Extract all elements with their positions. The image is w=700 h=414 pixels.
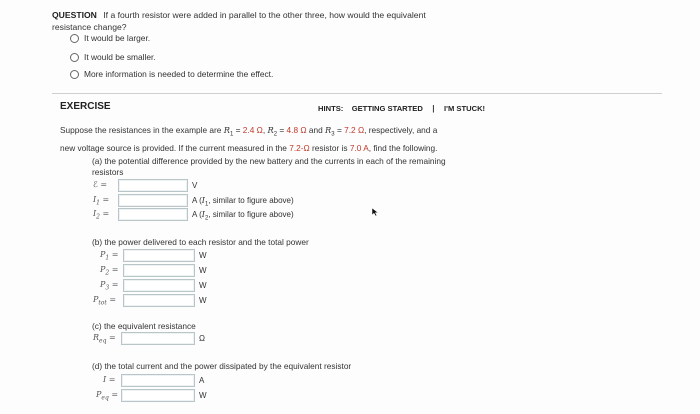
option-radio-smaller[interactable] [70, 53, 79, 62]
question-text-line1: If a fourth resistor were added in parallel to the other three, how would the equivalent [103, 10, 426, 20]
emf-label: ℰ = [93, 180, 108, 189]
p2-input[interactable] [123, 264, 195, 277]
i2-unit: A ($I_2$, similar to figure above) [192, 210, 294, 222]
part-a-prompt-line2: resistors [92, 167, 124, 177]
p3-unit: W [199, 281, 207, 290]
hint-getting-started-link[interactable]: GETTING STARTED [351, 104, 423, 113]
option-radio-more-info[interactable] [70, 70, 79, 79]
r1-value: 2.4 Ω [242, 125, 263, 135]
option-label-more-info[interactable]: More information is needed to determine the effect. [84, 69, 274, 79]
p1-unit: W [199, 251, 207, 260]
hint-separator: | [432, 103, 435, 113]
question-text-line2: resistance change? [52, 22, 127, 32]
part-c-prompt: (c) the equivalent resistance [92, 321, 196, 331]
req-input[interactable] [121, 332, 195, 345]
hints-bar [318, 103, 485, 113]
i1-unit: A ($I_1$, similar to figure above) [192, 196, 294, 208]
itot-label: I = [103, 375, 116, 384]
hints-label: HINTS: [318, 104, 344, 113]
ptot-input[interactable] [123, 294, 195, 307]
option-label-smaller[interactable]: It would be smaller. [84, 52, 156, 62]
req-label: $R_{eq}$ = [93, 333, 116, 345]
current-value: 7.0 A [349, 142, 369, 153]
i2-input[interactable] [118, 208, 188, 221]
peq-input[interactable] [121, 389, 195, 402]
p3-input[interactable] [123, 279, 195, 292]
question-label: QUESTION [52, 10, 97, 20]
section-divider [52, 93, 662, 94]
i1-label: $I_1$ = [93, 195, 110, 207]
mouse-cursor-icon [371, 207, 379, 217]
itot-unit: A [199, 376, 205, 385]
hint-im-stuck-link[interactable]: I'M STUCK! [444, 104, 486, 113]
r2-value: 4.8 Ω [286, 125, 307, 135]
peq-unit: W [199, 391, 207, 400]
p2-label: $P_2$ = [100, 265, 119, 277]
emf-input[interactable] [118, 179, 188, 192]
measured-resistor: 7.2-Ω [289, 142, 310, 153]
p3-label: $P_3$ = [100, 280, 119, 292]
p2-unit: W [199, 266, 207, 275]
part-b-prompt: (b) the power delivered to each resistor and the total power [92, 237, 309, 247]
p1-input[interactable] [123, 249, 195, 262]
ptot-unit: W [199, 296, 207, 305]
peq-label: $P_{eq}$ = [96, 390, 119, 402]
r3-value: 7.2 Ω [344, 125, 365, 135]
req-unit: Ω [199, 334, 205, 343]
i1-input[interactable] [118, 194, 188, 207]
itot-input[interactable] [121, 374, 195, 387]
emf-unit: V [192, 181, 198, 190]
option-label-larger[interactable]: It would be larger. [84, 33, 151, 43]
i2-label: $I_2$ = [93, 209, 110, 221]
part-d-prompt: (d) the total current and the power dissipated by the equivalent resistor [92, 361, 352, 371]
exercise-title: EXERCISE [60, 101, 111, 112]
part-a-prompt-line1: (a) the potential difference provided by the new battery and the currents in each of the remaining [92, 156, 446, 166]
exercise-paragraph: Suppose the resistances in the example are $R_1 = 2.4$ Ω, $R_2 = 4.8$ Ω and $R_3 = 7.2$ Ω, respectively, and a new voltage source is provided. If the current measured in the 7.2-Ω resistor is 7.0 A, find the following. [60, 125, 438, 153]
ptot-label: $P_{tot}$ = [93, 295, 117, 307]
p1-label: $P_1$ = [100, 250, 119, 262]
option-radio-larger[interactable] [70, 34, 79, 43]
